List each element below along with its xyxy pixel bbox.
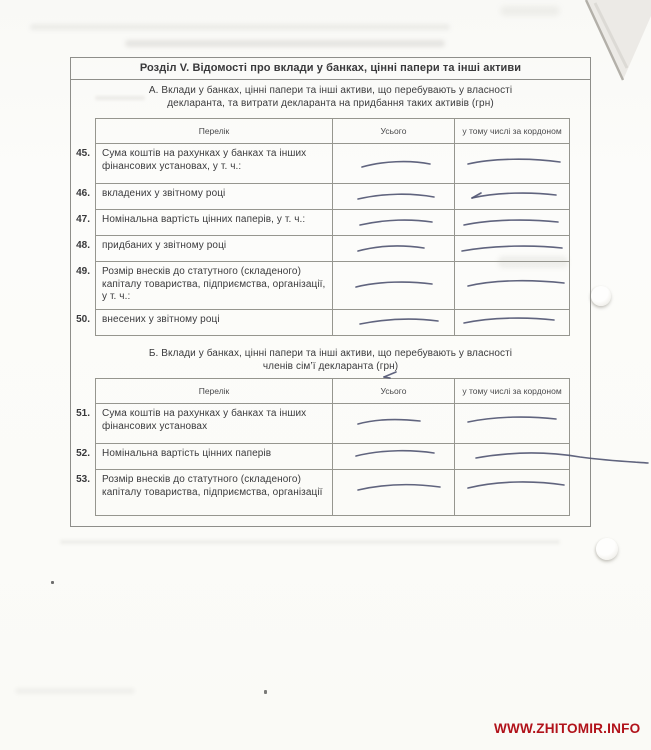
cell-abroad <box>455 144 570 184</box>
table-b-header-row <box>71 378 570 404</box>
row-label: Сума коштів на рахунках у банках та інших фінансових установах <box>95 404 333 444</box>
scan-smudge <box>500 6 560 16</box>
row-number: 52. <box>76 448 90 459</box>
row-label: Сума коштів на рахунках у банках та інших фінансових установах, у т. ч.: <box>95 144 333 184</box>
column-header-usogo: Усього <box>333 378 455 404</box>
part-b-heading-line2: членів сім’ї декларанта (грн) <box>262 360 399 372</box>
table-row-49 <box>71 262 570 310</box>
cell-abroad <box>455 444 570 470</box>
row-number-spacer <box>71 378 95 404</box>
row-label: Розмір внесків до статутного (складеного) капіталу товариства, підприємства, організації <box>95 470 333 516</box>
scan-smudge <box>30 24 450 30</box>
cell-abroad <box>455 470 570 516</box>
column-header-usogo: Усього <box>333 118 455 144</box>
table-row-48 <box>71 236 570 262</box>
table-row-51 <box>71 404 570 444</box>
column-header-abroad: у тому числі за кордоном <box>455 118 570 144</box>
row-number: 50. <box>76 314 90 325</box>
part-b-heading-line1: Б. Вклади у банках, цінні папери та інші активи, що перебувають у власності <box>148 348 513 359</box>
cell-total <box>333 144 455 184</box>
row-number: 45. <box>76 148 90 159</box>
section-title: Розділ V. Відомості про вклади у банках, цінні папери та інші активи <box>71 58 590 80</box>
cell-total <box>333 470 455 516</box>
row-number: 53. <box>76 474 90 485</box>
punch-hole <box>591 286 611 306</box>
column-header-perelik: Перелік <box>95 378 333 404</box>
part-b-heading <box>71 348 590 373</box>
cell-total <box>333 444 455 470</box>
scan-smudge <box>15 688 135 694</box>
ink-speck <box>51 581 54 584</box>
cell-abroad <box>455 262 570 310</box>
cell-abroad <box>455 184 570 210</box>
scan-smudge <box>60 540 560 544</box>
cell-total <box>333 210 455 236</box>
row-number: 49. <box>76 266 90 277</box>
section-v-box <box>70 57 591 527</box>
table-row-50 <box>71 310 570 336</box>
cell-abroad <box>455 404 570 444</box>
table-row-45 <box>71 144 570 184</box>
watermark: WWW.ZHITOMIR.INFO <box>494 720 641 736</box>
scan-smudge <box>125 40 445 47</box>
row-label: Розмір внесків до статутного (складеного) капіталу товариства, підприємства, організації, у т. ч.: <box>95 262 333 310</box>
column-header-perelik: Перелік <box>95 118 333 144</box>
cell-abroad <box>455 310 570 336</box>
row-number-spacer <box>71 118 95 144</box>
row-number: 46. <box>76 188 90 199</box>
row-label: вкладених у звітному році <box>95 184 333 210</box>
table-b <box>71 378 570 516</box>
column-header-abroad: у тому числі за кордоном <box>455 378 570 404</box>
table-row-52 <box>71 444 570 470</box>
row-label: Номінальна вартість цінних паперів, у т. ч.: <box>95 210 333 236</box>
part-a-heading <box>71 85 590 110</box>
row-label: внесених у звітному році <box>95 310 333 336</box>
cell-total <box>333 236 455 262</box>
table-row-47 <box>71 210 570 236</box>
table-a <box>71 118 570 336</box>
part-a-heading-line2: декларанта, та витрати декларанта на придбання таких активів (грн) <box>167 97 494 109</box>
row-label: Номінальна вартість цінних паперів <box>95 444 333 470</box>
cell-total <box>333 262 455 310</box>
table-row-46 <box>71 184 570 210</box>
cell-total <box>333 404 455 444</box>
row-number: 51. <box>76 408 90 419</box>
part-a-heading-line1: А. Вклади у банках, цінні папери та інші активи, що перебувають у власності <box>148 85 513 96</box>
row-label: придбаних у звітному році <box>95 236 333 262</box>
cell-total <box>333 184 455 210</box>
cell-abroad <box>455 210 570 236</box>
punch-hole <box>596 538 618 560</box>
table-a-header-row <box>71 118 570 144</box>
table-row-53 <box>71 470 570 516</box>
cell-abroad <box>455 236 570 262</box>
row-number: 48. <box>76 240 90 251</box>
row-number: 47. <box>76 214 90 225</box>
ink-speck <box>264 690 267 694</box>
cell-total <box>333 310 455 336</box>
